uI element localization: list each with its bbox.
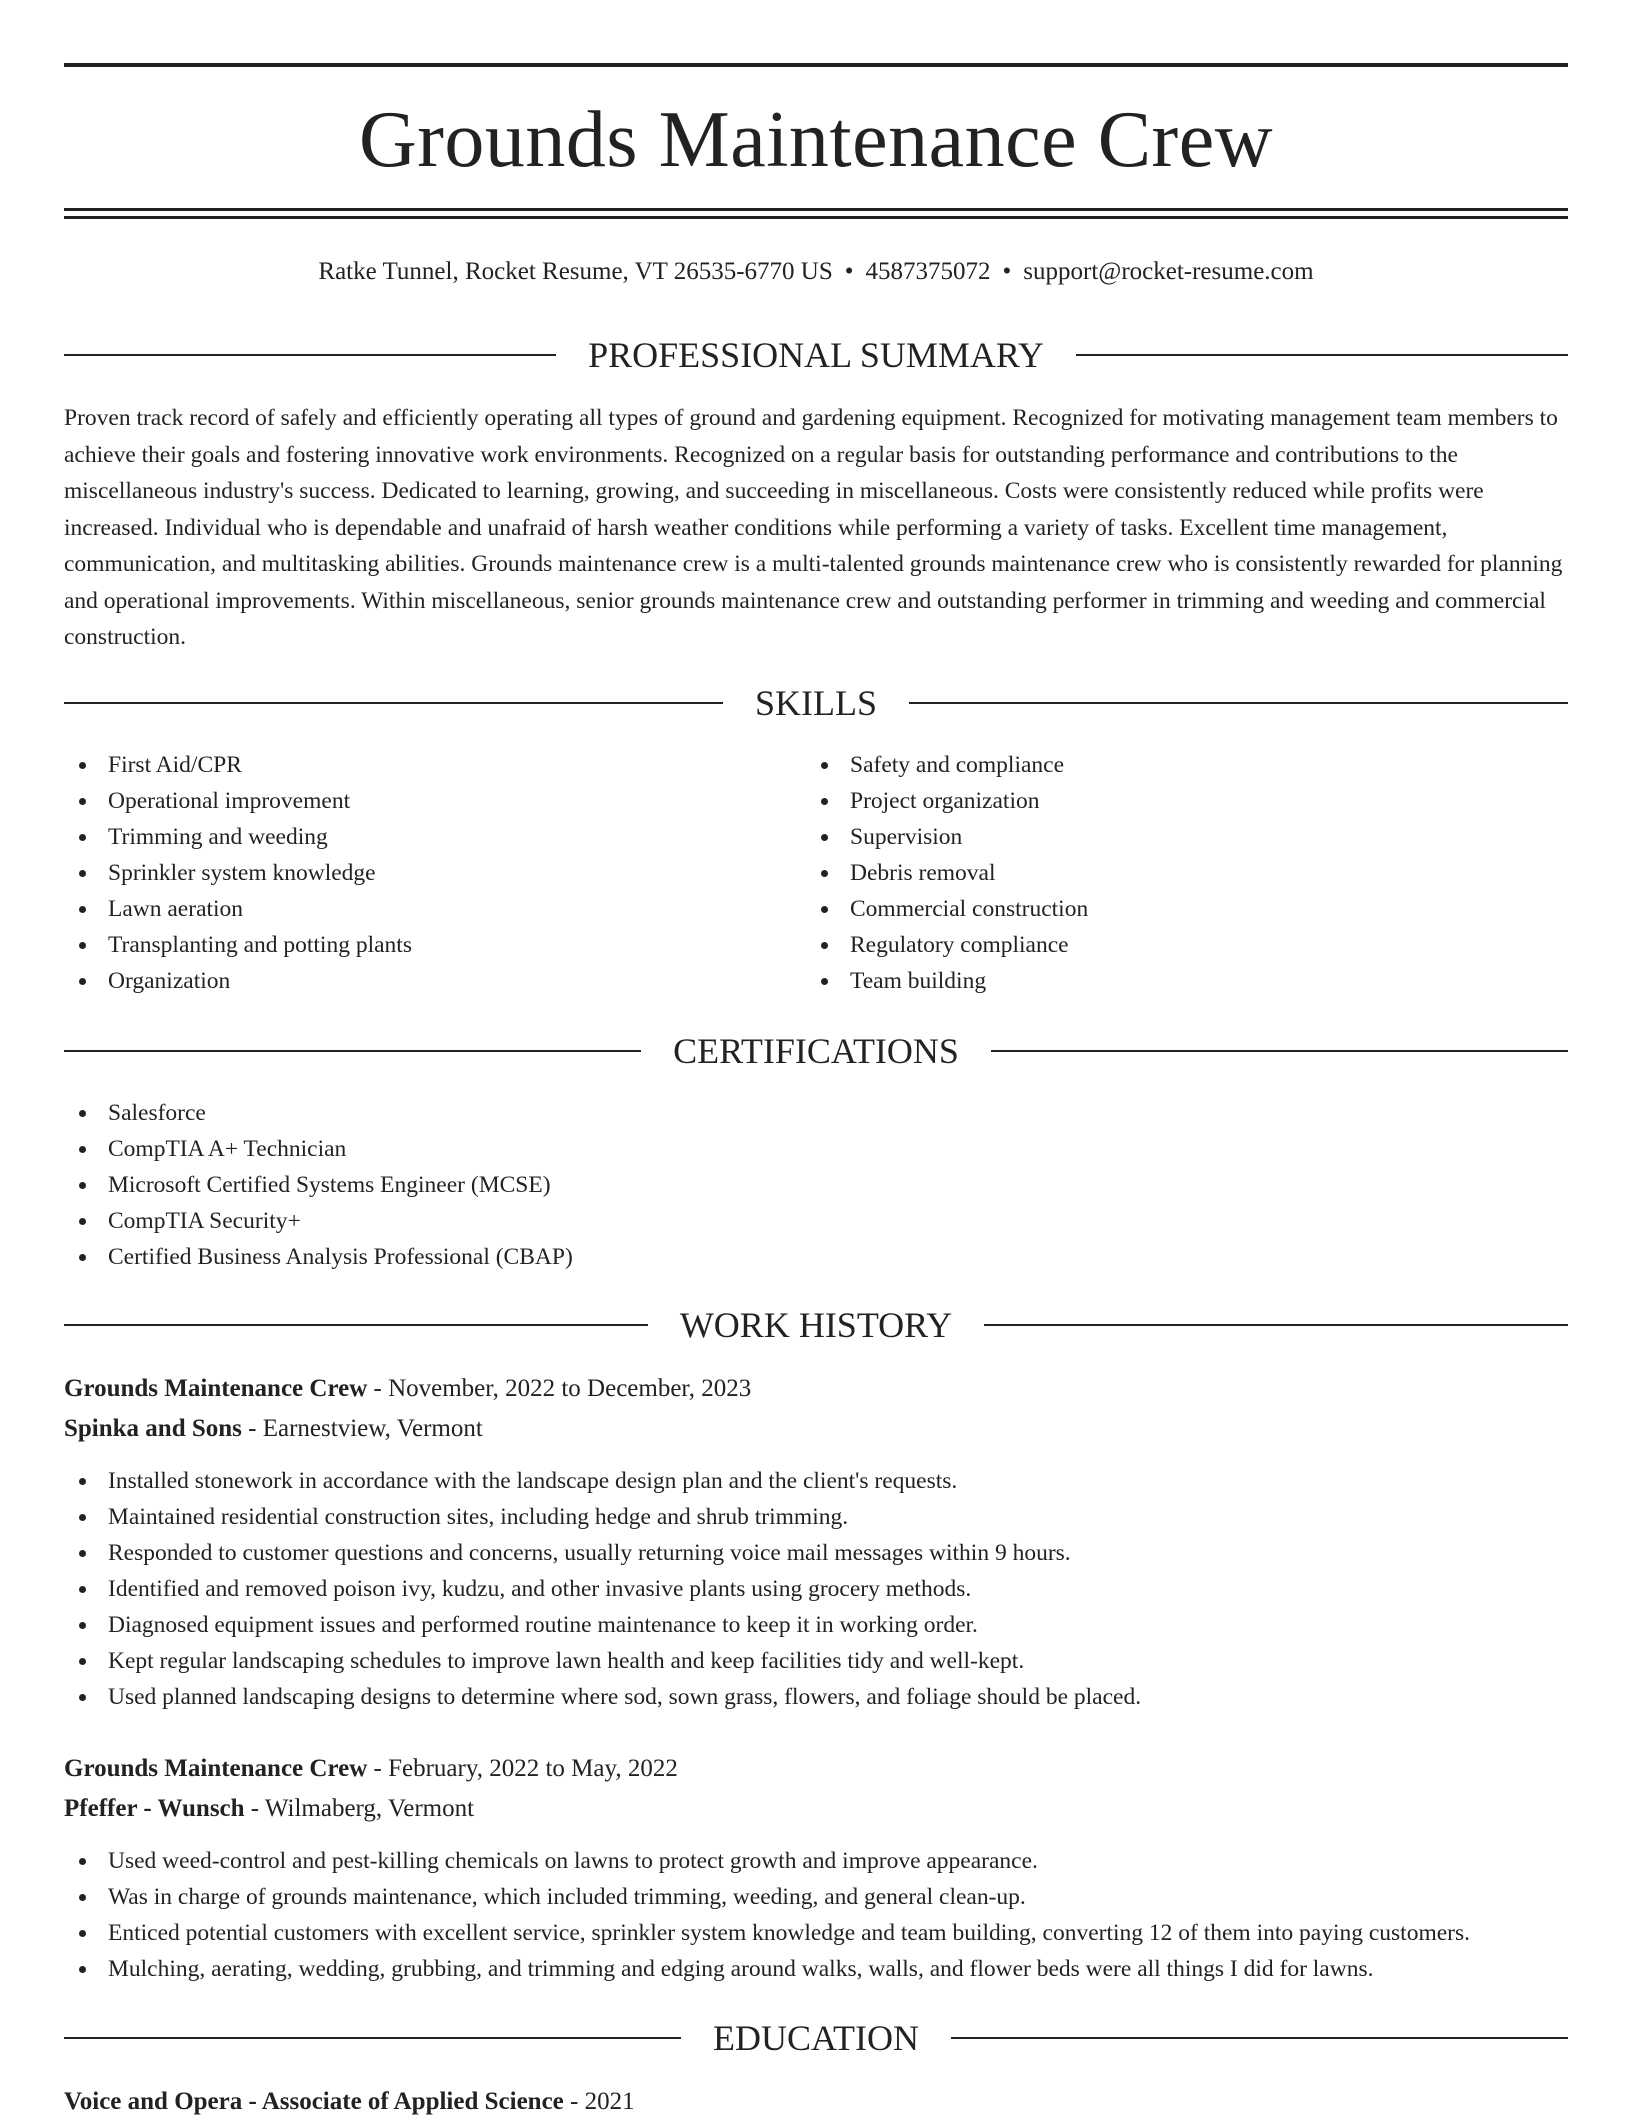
certifications-list — [64, 1095, 573, 1275]
certification-item: Microsoft Certified Systems Engineer (MCSE) — [64, 1167, 573, 1203]
name-rule-upper — [64, 208, 1568, 211]
skill-item: Commercial construction — [806, 891, 1088, 927]
contact-address: Ratke Tunnel, Rocket Resume, VT 26535-6770 US — [318, 258, 833, 285]
job-bullets — [64, 1463, 1141, 1715]
education-degree: Voice and Opera - Associate of Applied Science — [64, 2088, 564, 2115]
skill-item: Debris removal — [806, 855, 1088, 891]
section-header-certifications — [64, 1028, 1568, 1074]
job-bullet: Diagnosed equipment issues and performed routine maintenance to keep it in working order. — [64, 1607, 1141, 1643]
job-bullet: Installed stonework in accordance with the landscape design plan and the client's requests. — [64, 1463, 1141, 1499]
section-title-work: WORK HISTORY — [679, 1305, 953, 1345]
section-header-summary — [64, 332, 1568, 378]
summary-text: Proven track record of safely and efficiently operating all types of ground and gardening equipment. Recognized for motivating management team members to achieve their goals and fostering innovative work environments. Recognized on a regular basis for outstanding performance and contributions to the miscellaneous industry's success. Dedicated to learning, growing, and succeeding in miscellaneous. Costs were consistently reduced while profits were increased. Individual who is dependable and unafraid of harsh weather conditions while performing a variety of tasks. Excellent time management, communication, and multitasking abilities. Grounds maintenance crew is a multi-talented grounds maintenance crew who is consistently rewarded for planning and operational improvements. Within miscellaneous, senior grounds maintenance crew and outstanding performer in trimming and weeding and commercial construction. — [64, 405, 1563, 650]
skill-item: First Aid/CPR — [64, 747, 412, 783]
contact-separator: • — [1002, 258, 1012, 285]
section-title-certifications: CERTIFICATIONS — [673, 1031, 959, 1071]
job-company-line — [64, 1409, 1568, 1449]
section-rule — [1076, 354, 1568, 356]
name-rule-lower — [64, 216, 1568, 219]
job-bullet: Kept regular landscaping schedules to improve lawn health and keep facilities tidy and well-kept. — [64, 1643, 1141, 1679]
job-title: Grounds Maintenance Crew — [64, 1755, 368, 1782]
job-bullet: Used planned landscaping designs to determine where sod, sown grass, flowers, and foliage should be placed. — [64, 1679, 1141, 1715]
section-rule — [951, 2037, 1568, 2039]
section-rule — [64, 1324, 648, 1326]
job-bullets — [64, 1843, 1470, 1987]
section-rule — [984, 1324, 1568, 1326]
job-title-line — [64, 1749, 1568, 1789]
job-title-line — [64, 1369, 1568, 1409]
certification-item: Certified Business Analysis Professional (CBAP) — [64, 1239, 573, 1275]
contact-line — [64, 254, 1568, 290]
section-title-education: EDUCATION — [713, 2018, 919, 2058]
section-rule — [64, 1050, 641, 1052]
job-bullet: Maintained residential construction sites, including hedge and shrub trimming. — [64, 1499, 1141, 1535]
job-company: Pfeffer - Wunsch — [64, 1795, 245, 1822]
section-rule — [991, 1050, 1568, 1052]
certification-item: Salesforce — [64, 1095, 573, 1131]
education-year: - 2021 — [563, 2088, 635, 2115]
top-rule — [64, 63, 1568, 67]
section-header-work — [64, 1302, 1568, 1348]
skill-item: Project organization — [806, 783, 1088, 819]
section-rule — [909, 702, 1568, 704]
skills-list-right — [806, 747, 1088, 999]
section-title-summary: PROFESSIONAL SUMMARY — [588, 335, 1044, 375]
job-bullet: Was in charge of grounds maintenance, which included trimming, weeding, and general clean-up. — [64, 1879, 1470, 1915]
section-header-skills — [64, 680, 1568, 726]
section-header-education — [64, 2015, 1568, 2061]
skill-item: Regulatory compliance — [806, 927, 1088, 963]
contact-phone: 4587375072 — [865, 258, 991, 285]
skill-item: Lawn aeration — [64, 891, 412, 927]
skill-item: Supervision — [806, 819, 1088, 855]
education-line — [64, 2082, 1568, 2122]
job-bullet: Mulching, aerating, wedding, grubbing, and trimming and edging around walks, walls, and flower beds were all things I did for lawns. — [64, 1951, 1470, 1987]
job-bullet: Identified and removed poison ivy, kudzu, and other invasive plants using grocery methods. — [64, 1571, 1141, 1607]
job-dates: - February, 2022 to May, 2022 — [367, 1755, 678, 1782]
candidate-name: Grounds Maintenance Crew — [359, 96, 1273, 184]
job-bullet: Responded to customer questions and concerns, usually returning voice mail messages within 9 hours. — [64, 1535, 1141, 1571]
section-rule — [64, 702, 723, 704]
certification-item: CompTIA A+ Technician — [64, 1131, 573, 1167]
job-company-line — [64, 1789, 1568, 1829]
job-dates: - November, 2022 to December, 2023 — [367, 1375, 752, 1402]
contact-separator: • — [844, 258, 854, 285]
skill-item: Team building — [806, 963, 1088, 999]
section-rule — [64, 354, 556, 356]
skill-item: Organization — [64, 963, 412, 999]
skill-item: Sprinkler system knowledge — [64, 855, 412, 891]
job-location: - Wilmaberg, Vermont — [244, 1795, 475, 1822]
skill-item: Transplanting and potting plants — [64, 927, 412, 963]
skill-item: Safety and compliance — [806, 747, 1088, 783]
job-company: Spinka and Sons — [64, 1415, 242, 1442]
certification-item: CompTIA Security+ — [64, 1203, 573, 1239]
job-bullet: Used weed-control and pest-killing chemicals on lawns to protect growth and improve appearance. — [64, 1843, 1470, 1879]
contact-email: support@rocket-resume.com — [1023, 258, 1314, 285]
skill-item: Operational improvement — [64, 783, 412, 819]
job-bullet: Enticed potential customers with excellent service, sprinkler system knowledge and team building, converting 12 of them into paying customers. — [64, 1915, 1470, 1951]
skills-list-left — [64, 747, 412, 999]
job-title: Grounds Maintenance Crew — [64, 1375, 368, 1402]
section-rule — [64, 2037, 681, 2039]
skill-item: Trimming and weeding — [64, 819, 412, 855]
job-location: - Earnestview, Vermont — [241, 1415, 483, 1442]
section-title-skills: SKILLS — [755, 683, 878, 723]
